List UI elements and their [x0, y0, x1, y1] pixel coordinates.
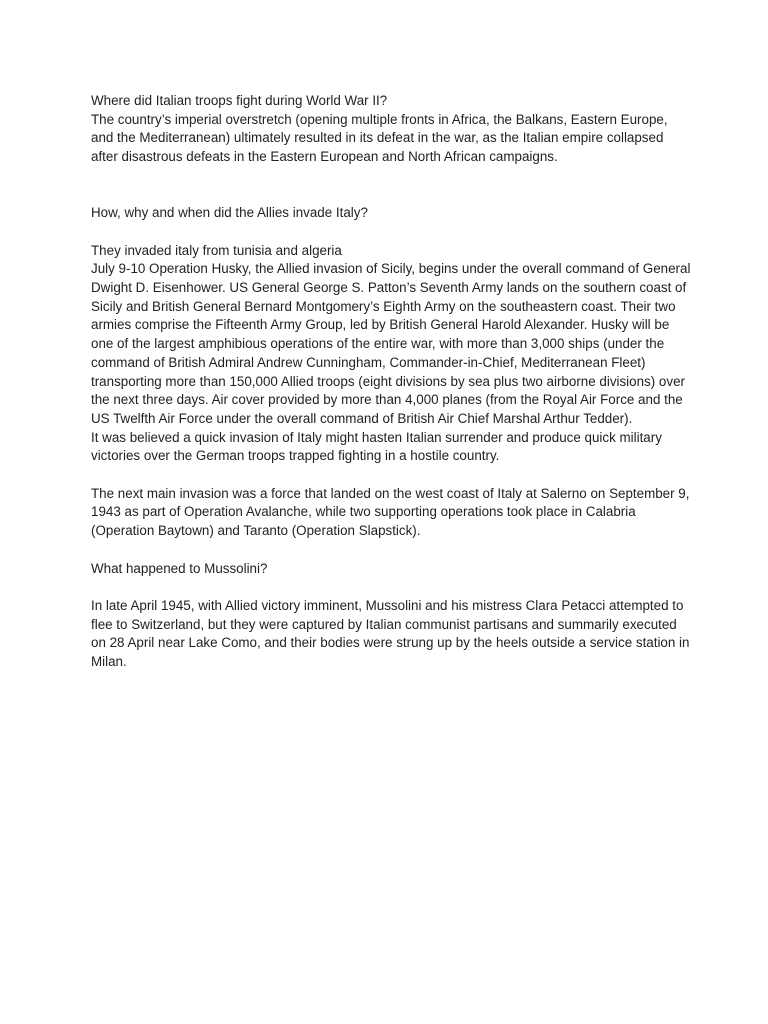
spacer — [91, 466, 691, 485]
question-allies-invade: How, why and when did the Allies invade Italy? — [91, 205, 368, 221]
answer-mussolini: In late April 1945, with Allied victory imminent, Mussolini and his mistress Clara Petacci attempted to flee to Switzerland, but they were captured by Italian communist partisans and summarily executed on 28 April near Lake Como, and their bodies were strung up by the heels outside a service station in Milan. — [91, 597, 690, 670]
answer-operation-husky: July 9-10 Operation Husky, the Allied invasion of Sicily, begins under the overall command of General Dwight D. Eisenhower. US General George S. Patton’s Seventh Army lands on the southern coast of Sicily and British General Bernard Montgomery’s Eighth Army on the southeastern coast. Their two armies comprise the Fifteenth Army Group, led by British General Harold Alexander. Husky will be one of the largest amphibious operations of the entire war, with more than 3,000 ships (under the command of British Admiral Andrew Cunningham, Commander-in-Chief, Mediterranean Fleet) transporting more than 150,000 Allied troops (eight divisions by sea plus two airborne divisions) over the next three days. Air cover provided by more than 4,000 planes (from the Royal Air Force and the US Twelfth Air Force under the overall command of British Air Chief Marshal Arthur Tedder). — [91, 261, 691, 426]
answer-salerno-landing: The next main invasion was a force that landed on the west coast of Italy at Salerno on September 9, 1943 as part of Operation Avalanche, while two supporting operations took place in Calabria (Operation Baytown) and Taranto (Operation Slapstick). — [91, 485, 690, 539]
spacer — [91, 223, 691, 242]
answer-italian-troops: The country’s imperial overstretch (opening multiple fronts in Africa, the Balkans, Eastern Europe, and the Mediterranean) ultimately resulted in its defeat in the war, as the Italian empire collapsed after disastrous defeats in the Eastern European and North African campaigns. — [91, 111, 668, 165]
question-italian-troops: Where did Italian troops fight during World War II? — [91, 93, 388, 108]
spacer — [91, 578, 691, 597]
answer-invasion-origin: They invaded italy from tunisia and algeria — [91, 242, 342, 258]
spacer — [91, 167, 691, 204]
spacer — [91, 541, 691, 560]
answer-invasion-reason: It was believed a quick invasion of Italy might hasten Italian surrender and produce quick military victories over the German troops trapped fighting in a hostile country. — [91, 429, 662, 464]
question-mussolini: What happened to Mussolini? — [91, 560, 268, 576]
document-page — [91, 92, 691, 672]
